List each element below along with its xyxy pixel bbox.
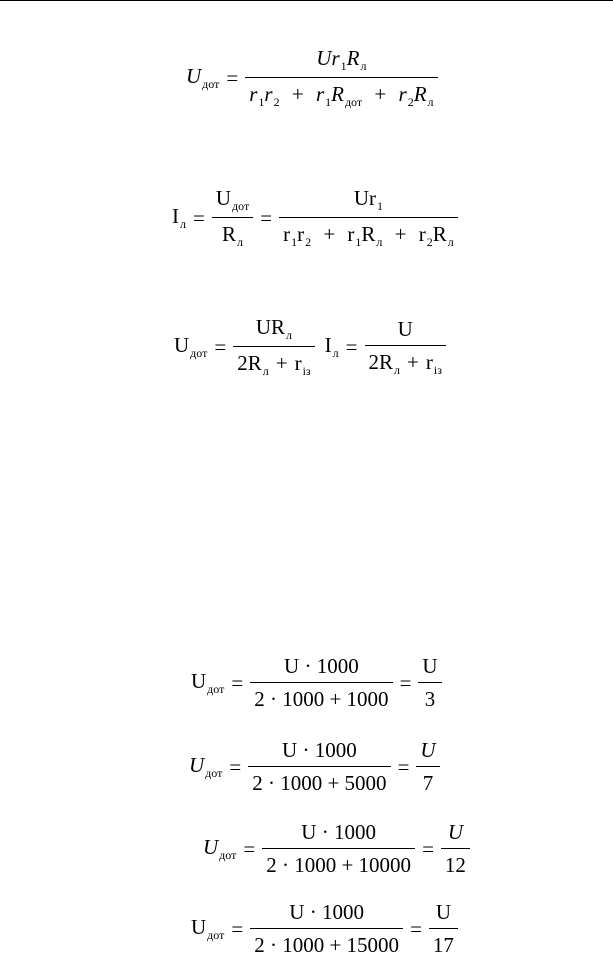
equals-sign: =	[229, 754, 242, 779]
formula-lhs: $U_{дот}$	[186, 64, 220, 91]
formula-case-10000	[203, 822, 470, 876]
numerator: U · 1000	[282, 738, 357, 762]
fraction	[248, 740, 390, 794]
denominator: 2 · 1000 + 1000	[254, 687, 389, 711]
equals-sign: =	[193, 205, 205, 230]
equals-sign: =	[231, 916, 244, 941]
fraction	[250, 902, 403, 956]
equals-sign: =	[260, 205, 273, 230]
denominator: 3	[424, 687, 436, 711]
formula-lhs: $U_{дот}$	[191, 669, 225, 696]
numerator: U	[435, 900, 451, 924]
denominator: 7	[422, 771, 434, 795]
fraction	[279, 188, 458, 248]
fraction	[365, 316, 446, 377]
equals-sign: =	[345, 334, 358, 359]
equals-sign: =	[226, 65, 239, 90]
numerator: U	[422, 654, 438, 678]
result-fraction	[416, 740, 439, 794]
numerator: U	[447, 820, 463, 844]
formula-symmetric-case	[174, 317, 446, 377]
equals-sign: =	[410, 916, 422, 941]
numerator: $Ur_1R_л$	[316, 46, 367, 73]
formula-lhs: $U_{дот}$	[174, 333, 208, 360]
numerator: U · 1000	[289, 900, 364, 924]
result-fraction	[441, 822, 470, 876]
numerator: $UR_л$	[255, 315, 293, 342]
numerator: $Ur_1$	[353, 186, 383, 213]
formula-lhs: $U_{дот}$	[189, 753, 223, 780]
equals-sign: =	[231, 670, 244, 695]
numerator: U	[420, 738, 436, 762]
denominator: $2R_л + r_{із}$	[237, 351, 311, 378]
formula-i-line	[172, 188, 458, 248]
formula-lhs: $U_{дот}$	[203, 835, 237, 862]
denominator: $2R_л + r_{із}$	[368, 349, 442, 377]
denominator: 17	[432, 933, 454, 957]
denominator: $R_л$	[222, 222, 244, 249]
denominator: 2 · 1000 + 5000	[252, 771, 387, 795]
denominator: $r_1r_2 + r_1R_л + r_2R_л$	[283, 222, 454, 249]
formula-u-dot-general	[186, 48, 438, 108]
fraction	[262, 822, 415, 876]
formula-lhs: $U_{дот}$	[191, 915, 225, 942]
current-symbol: $I_л$	[324, 333, 339, 360]
numerator: U · 1000	[284, 654, 359, 678]
numerator: $U_{дот}$	[215, 186, 250, 213]
result-fraction	[418, 656, 441, 710]
numerator: U	[397, 316, 413, 341]
fraction	[245, 48, 437, 108]
fraction	[212, 188, 253, 248]
equals-sign: =	[422, 836, 434, 861]
denominator: 12	[444, 853, 466, 877]
result-fraction	[429, 902, 458, 956]
numerator: U · 1000	[301, 820, 376, 844]
equals-sign: =	[399, 670, 412, 695]
fraction	[233, 317, 314, 377]
page-top-rule	[0, 0, 613, 1]
equals-sign: =	[214, 334, 227, 359]
formula-case-5000	[189, 740, 440, 794]
formula-lhs: $I_л$	[172, 204, 186, 231]
denominator: $r_1r_2 + r_1R_{дот} + r_2R_л$	[249, 82, 434, 109]
denominator: 2 · 1000 + 10000	[266, 853, 412, 877]
fraction	[250, 656, 392, 710]
formula-case-15000	[191, 902, 458, 956]
equals-sign: =	[397, 754, 410, 779]
equals-sign: =	[243, 836, 256, 861]
denominator: 2 · 1000 + 15000	[254, 933, 400, 957]
formula-case-1000	[191, 656, 442, 710]
